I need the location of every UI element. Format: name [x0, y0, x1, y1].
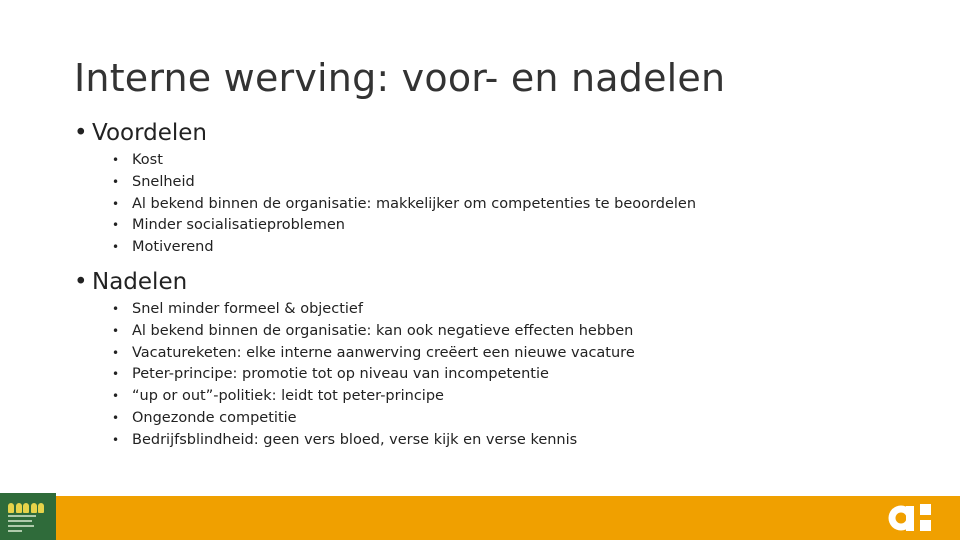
section-nadelen — [74, 267, 635, 452]
hr-management-logo-icon — [0, 493, 56, 540]
list-item: • Kost — [74, 150, 696, 172]
list-item: • Minder socialisatieproblemen — [74, 215, 696, 237]
list-item: • Bedrijfsblindheid: geen vers bloed, verse kijk en verse kennis — [74, 430, 635, 452]
bullet-list — [74, 299, 635, 452]
footer-bar — [0, 496, 960, 540]
section-heading-label: Nadelen — [92, 269, 188, 295]
list-item: • “up or out”-politiek: leidt tot peter-principe — [74, 386, 635, 408]
bullet-list — [74, 150, 696, 259]
list-item: • Peter-principe: promotie tot op niveau van incompetentie — [74, 364, 635, 386]
bullet-icon: • — [112, 240, 120, 255]
bullet-icon: • — [112, 196, 120, 211]
section-heading — [74, 118, 696, 148]
section-heading-label: Voordelen — [92, 120, 208, 146]
bullet-icon: • — [74, 120, 88, 146]
bullet-icon: • — [112, 345, 120, 360]
bullet-icon: • — [112, 389, 120, 404]
bullet-icon: • — [74, 269, 88, 295]
bullet-icon: • — [112, 367, 120, 382]
list-item: • Snel minder formeel & objectief — [74, 299, 635, 321]
section-voordelen — [74, 118, 696, 259]
bullet-icon: • — [112, 218, 120, 233]
bullet-icon: • — [112, 153, 120, 167]
list-item: • Ongezonde competitie — [74, 408, 635, 430]
artevelde-logo-icon — [884, 500, 944, 536]
bullet-icon: • — [112, 302, 120, 316]
list-item: • Al bekend binnen de organisatie: makkelijker om competenties te beoordelen — [74, 194, 696, 216]
section-heading — [74, 267, 635, 297]
bullet-icon: • — [112, 410, 120, 425]
list-item: • Vacatureketen: elke interne aanwerving creëert een nieuwe vacature — [74, 343, 635, 365]
bullet-icon: • — [112, 432, 120, 447]
list-item: • Motiverend — [74, 237, 696, 259]
list-item: • Al bekend binnen de organisatie: kan ook negatieve effecten hebben — [74, 321, 635, 343]
bullet-icon: • — [112, 174, 120, 189]
list-item: • Snelheid — [74, 172, 696, 194]
bullet-icon: • — [112, 323, 120, 338]
slide-title: Interne werving: voor- en nadelen — [74, 56, 726, 100]
